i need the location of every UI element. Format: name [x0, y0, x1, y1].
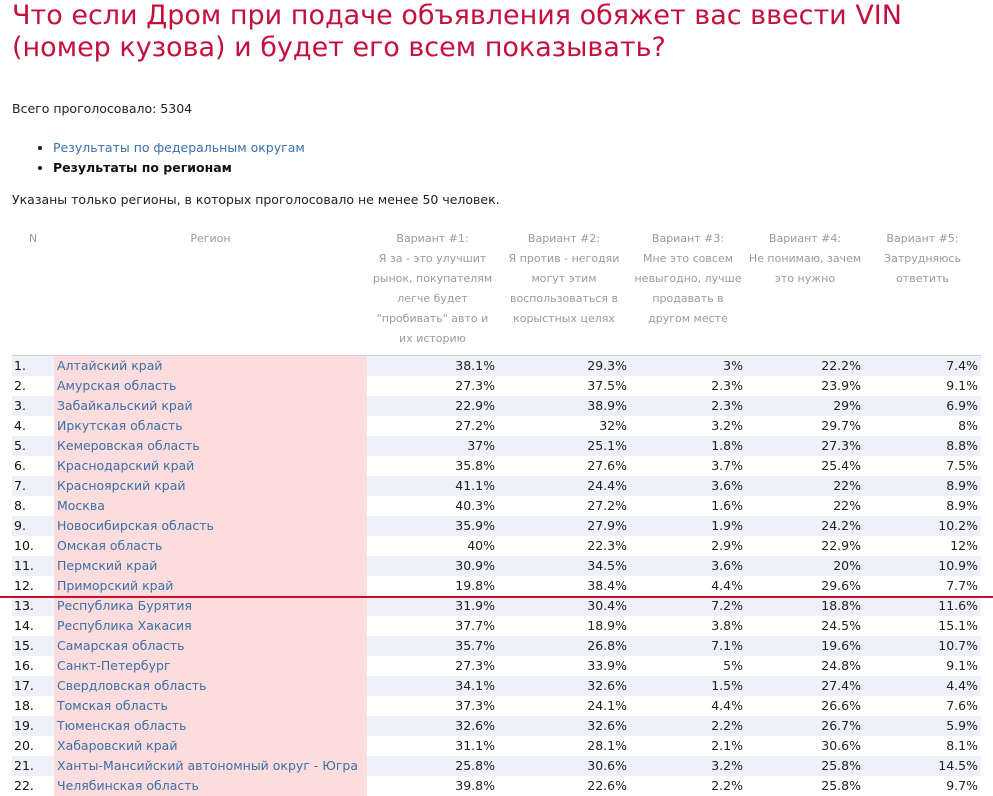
variant-1-value: 31.1%	[367, 736, 498, 756]
variant-1-value: 35.9%	[367, 516, 498, 536]
region-link[interactable]: Забайкальский край	[57, 397, 193, 413]
row-number: 6.	[12, 456, 54, 476]
region-cell	[54, 476, 367, 496]
row-number: 4.	[12, 416, 54, 436]
row-number: 10.	[12, 536, 54, 556]
region-link[interactable]: Иркутская область	[57, 417, 183, 433]
variant-5-value: 12%	[864, 536, 981, 556]
table-row	[12, 776, 981, 796]
variant-2-value: 27.6%	[498, 456, 630, 476]
region-cell	[54, 456, 367, 476]
table-row	[12, 476, 981, 496]
region-cell	[54, 576, 367, 596]
table-row	[12, 576, 981, 596]
variant-2-value: 38.4%	[498, 576, 630, 596]
variant-2-value: 26.8%	[498, 636, 630, 656]
variant-1-value: 30.9%	[367, 556, 498, 576]
header-variant-1	[367, 229, 498, 355]
region-cell	[54, 776, 367, 796]
row-number: 19.	[12, 716, 54, 736]
variant-5-value: 9.1%	[864, 376, 981, 396]
variant-2-value: 24.1%	[498, 696, 630, 716]
row-number: 20.	[12, 736, 54, 756]
variant-1-value: 35.8%	[367, 456, 498, 476]
variant-2-value: 24.4%	[498, 476, 630, 496]
variant-1-value: 41.1%	[367, 476, 498, 496]
variant-3-desc: Мне это совсем невыгодно, лучше продавать в другом месте	[634, 252, 742, 325]
variant-5-value: 10.7%	[864, 636, 981, 656]
results-table-body	[12, 355, 981, 796]
variant-5-label: Вариант #5:	[886, 232, 959, 245]
variant-5-value: 4.4%	[864, 676, 981, 696]
table-row	[12, 756, 981, 776]
row-number: 12.	[12, 576, 54, 596]
variant-3-value: 1.6%	[630, 496, 746, 516]
row-number: 8.	[12, 496, 54, 516]
variant-1-value: 25.8%	[367, 756, 498, 776]
variant-3-value: 7.1%	[630, 636, 746, 656]
variant-2-value: 32%	[498, 416, 630, 436]
header-region: Регион	[190, 232, 231, 245]
results-table	[12, 229, 981, 796]
variant-2-value: 32.6%	[498, 716, 630, 736]
variant-4-value: 22%	[746, 476, 864, 496]
table-row	[12, 696, 981, 716]
variant-3-value: 1.9%	[630, 516, 746, 536]
table-row	[12, 496, 981, 516]
variant-2-value: 27.2%	[498, 496, 630, 516]
region-cell	[54, 616, 367, 636]
variant-1-value: 40.3%	[367, 496, 498, 516]
variant-3-value: 5%	[630, 656, 746, 676]
variant-5-value: 10.9%	[864, 556, 981, 576]
region-link[interactable]: Красноярский край	[57, 477, 186, 493]
variant-4-value: 29.7%	[746, 416, 864, 436]
row-number: 18.	[12, 696, 54, 716]
region-cell	[54, 556, 367, 576]
variant-5-value: 8%	[864, 416, 981, 436]
link-item-regions	[53, 158, 305, 178]
variant-3-value: 4.4%	[630, 576, 746, 596]
region-link[interactable]: Тюменская область	[57, 717, 187, 733]
variant-1-value: 40%	[367, 536, 498, 556]
region-cell	[54, 536, 367, 556]
variant-3-value: 3.6%	[630, 476, 746, 496]
variant-3-value: 3.6%	[630, 556, 746, 576]
variant-1-value: 39.8%	[367, 776, 498, 796]
variant-5-value: 8.9%	[864, 476, 981, 496]
region-cell	[54, 696, 367, 716]
header-variant-5	[864, 229, 981, 355]
variant-2-value: 18.9%	[498, 616, 630, 636]
variant-2-value: 34.5%	[498, 556, 630, 576]
region-cell	[54, 496, 367, 516]
variant-2-value: 30.4%	[498, 596, 630, 616]
variant-5-value: 7.7%	[864, 576, 981, 596]
region-cell	[54, 636, 367, 656]
regions-note: Указаны только регионы, в которых проголосовало не менее 50 человек.	[12, 192, 500, 207]
variant-5-value: 8.9%	[864, 496, 981, 516]
variant-3-value: 2.3%	[630, 376, 746, 396]
table-row	[12, 416, 981, 436]
variant-5-value: 8.8%	[864, 436, 981, 456]
variant-1-value: 37.7%	[367, 616, 498, 636]
variant-5-value: 14.5%	[864, 756, 981, 776]
regions-current-label: Результаты по регионам	[53, 160, 232, 175]
row-number: 15.	[12, 636, 54, 656]
region-cell	[54, 736, 367, 756]
variant-3-value: 2.2%	[630, 716, 746, 736]
variant-1-value: 32.6%	[367, 716, 498, 736]
header-num: N	[28, 232, 38, 245]
variant-3-value: 4.4%	[630, 696, 746, 716]
variant-4-value: 19.6%	[746, 636, 864, 656]
variant-4-value: 29%	[746, 396, 864, 416]
variant-5-value: 9.1%	[864, 656, 981, 676]
table-row	[12, 456, 981, 476]
region-link[interactable]: Омская область	[57, 537, 163, 553]
table-row	[12, 376, 981, 396]
region-link[interactable]: Самарская область	[57, 637, 185, 653]
variant-4-value: 20%	[746, 556, 864, 576]
row-number: 1.	[12, 355, 54, 376]
variant-4-value: 24.5%	[746, 616, 864, 636]
variant-3-value: 2.3%	[630, 396, 746, 416]
table-row	[12, 396, 981, 416]
region-cell	[54, 676, 367, 696]
variant-1-value: 22.9%	[367, 396, 498, 416]
table-row	[12, 536, 981, 556]
region-link[interactable]: Краснодарский край	[57, 457, 195, 473]
variant-5-value: 15.1%	[864, 616, 981, 636]
variant-5-value: 9.7%	[864, 776, 981, 796]
variant-2-label: Вариант #2:	[527, 232, 601, 245]
variant-4-value: 22.9%	[746, 536, 864, 556]
region-cell	[54, 416, 367, 436]
table-row	[12, 676, 981, 696]
row-number: 2.	[12, 376, 54, 396]
region-cell	[54, 656, 367, 676]
variant-5-value: 5.9%	[864, 716, 981, 736]
variant-5-value: 6.9%	[864, 396, 981, 416]
region-link[interactable]: Ханты-Мансийский автономный округ - Югра	[57, 757, 358, 773]
table-row	[12, 616, 981, 636]
results-table-wrapper	[12, 229, 993, 796]
region-cell	[54, 716, 367, 736]
variant-5-value: 7.4%	[864, 355, 981, 376]
table-row	[12, 656, 981, 676]
table-header-row	[12, 229, 981, 355]
variant-1-value: 27.3%	[367, 376, 498, 396]
variant-4-value: 26.6%	[746, 696, 864, 716]
region-link[interactable]: Томская область	[57, 697, 168, 713]
variant-2-value: 29.3%	[498, 355, 630, 376]
variant-2-value: 27.9%	[498, 516, 630, 536]
row-number: 17.	[12, 676, 54, 696]
variant-1-value: 31.9%	[367, 596, 498, 616]
variant-3-value: 1.5%	[630, 676, 746, 696]
variant-2-value: 38.9%	[498, 396, 630, 416]
variant-2-value: 32.6%	[498, 676, 630, 696]
row-number: 5.	[12, 436, 54, 456]
variant-2-value: 25.1%	[498, 436, 630, 456]
variant-4-value: 30.6%	[746, 736, 864, 756]
variant-1-value: 34.1%	[367, 676, 498, 696]
variant-4-value: 22.2%	[746, 355, 864, 376]
variant-1-label: Вариант #1:	[396, 232, 469, 245]
variant-2-value: 33.9%	[498, 656, 630, 676]
variant-4-value: 27.3%	[746, 436, 864, 456]
variant-4-label: Вариант #4:	[768, 232, 842, 245]
variant-1-value: 27.3%	[367, 656, 498, 676]
variant-1-value: 27.2%	[367, 416, 498, 436]
table-row	[12, 355, 981, 376]
header-variant-4	[746, 229, 864, 355]
region-cell	[54, 516, 367, 536]
variant-1-value: 38.1%	[367, 355, 498, 376]
region-link[interactable]: Новосибирская область	[57, 517, 214, 533]
variant-1-value: 35.7%	[367, 636, 498, 656]
variant-5-value: 11.6%	[864, 596, 981, 616]
variant-3-value: 3.7%	[630, 456, 746, 476]
variant-3-value: 3.2%	[630, 756, 746, 776]
variant-4-value: 22%	[746, 496, 864, 516]
variant-4-value: 25.8%	[746, 756, 864, 776]
table-row	[12, 596, 981, 616]
variant-2-value: 22.3%	[498, 536, 630, 556]
row-number: 11.	[12, 556, 54, 576]
variant-3-value: 2.9%	[630, 536, 746, 556]
variant-5-value: 7.6%	[864, 696, 981, 716]
table-row	[12, 556, 981, 576]
variant-3-value: 3%	[630, 355, 746, 376]
row-number: 21.	[12, 756, 54, 776]
variant-3-value: 2.1%	[630, 736, 746, 756]
region-link[interactable]: Свердловская область	[57, 677, 207, 693]
variant-4-value: 18.8%	[746, 596, 864, 616]
table-row	[12, 516, 981, 536]
variant-3-value: 1.8%	[630, 436, 746, 456]
region-link[interactable]: Пермский край	[57, 557, 158, 573]
region-link[interactable]: Челябинская область	[57, 777, 199, 793]
table-row	[12, 736, 981, 756]
row-number: 14.	[12, 616, 54, 636]
divider-line	[0, 596, 993, 598]
row-number: 3.	[12, 396, 54, 416]
table-row	[12, 436, 981, 456]
table-row	[12, 716, 981, 736]
variant-3-value: 2.2%	[630, 776, 746, 796]
region-cell	[54, 596, 367, 616]
variant-3-value: 3.8%	[630, 616, 746, 636]
row-number: 9.	[12, 516, 54, 536]
variant-4-value: 24.8%	[746, 656, 864, 676]
variant-5-desc: Затрудняюсь ответить	[884, 252, 961, 285]
variant-1-value: 37%	[367, 436, 498, 456]
variant-1-value: 19.8%	[367, 576, 498, 596]
region-link[interactable]: Амурская область	[57, 377, 177, 393]
table-row	[12, 636, 981, 656]
row-number: 13.	[12, 596, 54, 616]
variant-4-value: 26.7%	[746, 716, 864, 736]
region-cell	[54, 355, 367, 376]
variant-2-value: 37.5%	[498, 376, 630, 396]
variant-2-value: 22.6%	[498, 776, 630, 796]
variant-2-value: 30.6%	[498, 756, 630, 776]
variant-4-desc: Не понимаю, зачем это нужно	[748, 252, 862, 285]
variant-4-value: 25.4%	[746, 456, 864, 476]
row-number: 16.	[12, 656, 54, 676]
region-link[interactable]: Хабаровский край	[57, 737, 178, 753]
variant-4-value: 27.4%	[746, 676, 864, 696]
region-cell	[54, 756, 367, 776]
region-cell	[54, 396, 367, 416]
region-link[interactable]: Санкт-Петербург	[57, 657, 171, 673]
variant-4-value: 24.2%	[746, 516, 864, 536]
variant-1-desc: Я за - это улучшит рынок, покупателям легче будет "пробивать" авто и их историю	[372, 252, 493, 345]
variant-1-value: 37.3%	[367, 696, 498, 716]
region-link[interactable]: Республика Бурятия	[57, 597, 193, 613]
variant-5-value: 10.2%	[864, 516, 981, 536]
variant-4-value: 25.8%	[746, 776, 864, 796]
results-view-links	[35, 138, 305, 178]
region-link[interactable]: Москва	[57, 497, 105, 513]
variant-4-value: 29.6%	[746, 576, 864, 596]
region-cell	[54, 436, 367, 456]
total-votes: Всего проголосовало: 5304	[12, 101, 193, 116]
variant-2-desc: Я против - негодяи могут этим воспользоваться в корыстных целях	[508, 252, 620, 325]
link-item-federal	[53, 138, 305, 158]
variant-3-label: Вариант #3:	[651, 232, 725, 245]
region-link[interactable]: Республика Хакасия	[57, 617, 192, 633]
region-cell	[54, 376, 367, 396]
header-variant-3	[630, 229, 746, 355]
federal-districts-link[interactable]: Результаты по федеральным округам	[53, 140, 305, 155]
variant-3-value: 3.2%	[630, 416, 746, 436]
row-number: 7.	[12, 476, 54, 496]
variant-2-value: 28.1%	[498, 736, 630, 756]
poll-title: Что если Дром при подаче объявления обяжет вас ввести VIN (номер кузова) и будет его всем показывать?	[12, 0, 902, 63]
variant-5-value: 7.5%	[864, 456, 981, 476]
variant-5-value: 8.1%	[864, 736, 981, 756]
header-variant-2	[498, 229, 630, 355]
variant-3-value: 7.2%	[630, 596, 746, 616]
row-number: 22.	[12, 776, 54, 796]
region-link[interactable]: Приморский край	[57, 577, 174, 593]
region-link[interactable]: Кемеровская область	[57, 437, 200, 453]
region-link[interactable]: Алтайский край	[57, 357, 163, 373]
variant-4-value: 23.9%	[746, 376, 864, 396]
